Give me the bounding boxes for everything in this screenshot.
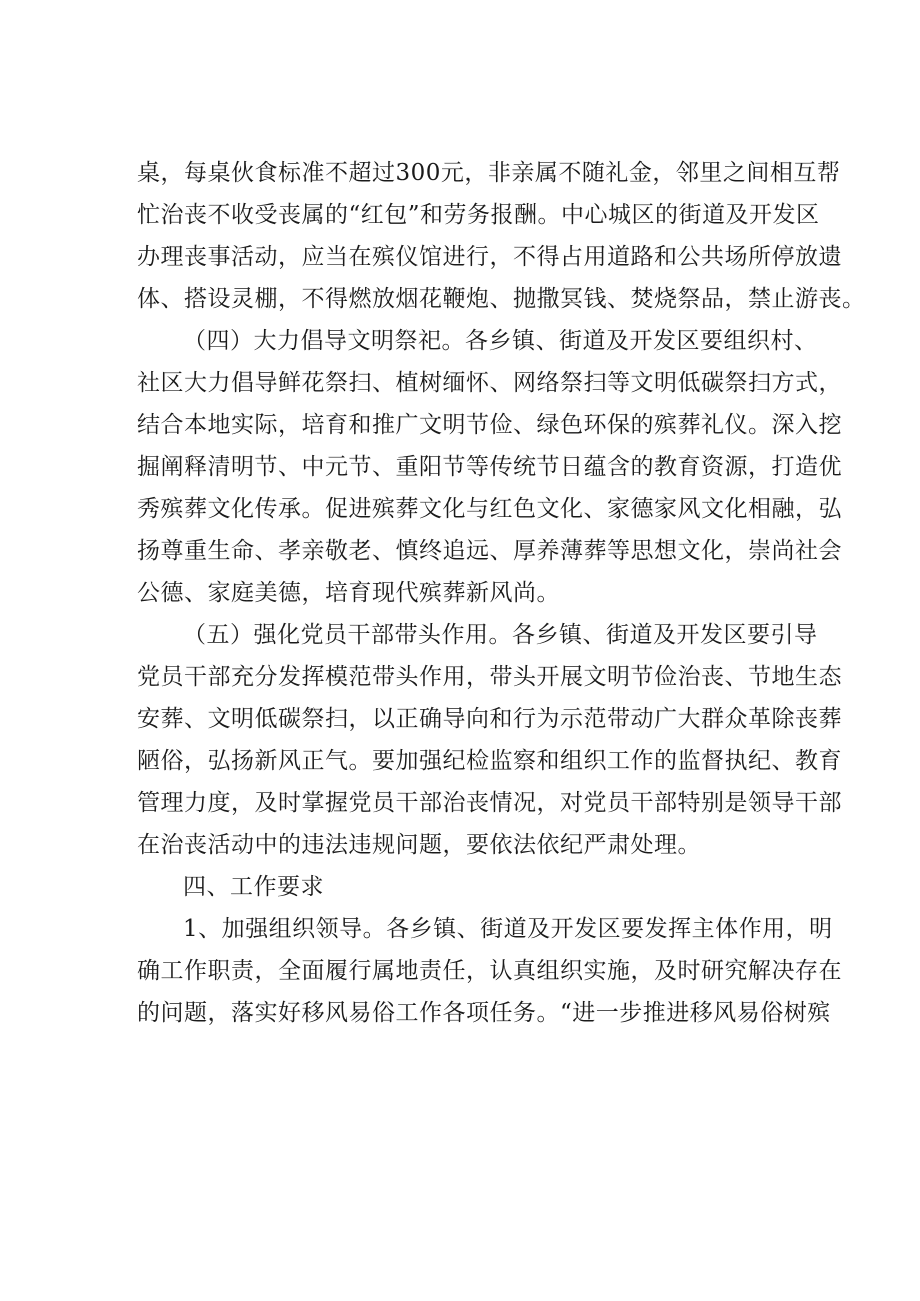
text-line: 忙治丧不收受丧属的“红包”和劳务报酬。中心城区的街道及开发区 — [137, 202, 820, 228]
text-line: 桌，每桌伙食标准不超过300元，非亲属不随礼金，邻里之间相互帮 — [137, 160, 841, 186]
text-line: 结合本地实际，培育和推广文明节俭、绿色环保的殡葬礼仪。深入挖 — [137, 412, 842, 438]
text-line: 管理力度，及时掌握党员干部治丧情况，对党员干部特别是领导干部 — [137, 790, 842, 816]
document-body — [137, 152, 866, 1034]
text-line: 办理丧事活动，应当在殡仪馆进行，不得占用道路和公共场所停放遗 — [137, 244, 842, 270]
text-line: 党员干部充分发挥模范带头作用，带头开展文明节俭治丧、节地生态 — [137, 664, 842, 690]
text-line: 在治丧活动中的违法违规问题，要依法依纪严肃处理。 — [137, 832, 701, 858]
text-line: 确工作职责，全面履行属地责任，认真组织实施，及时研究解决存在 — [137, 958, 842, 984]
text-line: 掘阐释清明节、中元节、重阳节等传统节日蕴含的教育资源，打造优 — [137, 454, 842, 480]
text-line: 扬尊重生命、孝亲敬老、慎终追远、厚养薄葬等思想文化，崇尚社会 — [137, 538, 842, 564]
text-line: 体、搭设灵棚，不得燃放烟花鞭炮、抛撒冥钱、焚烧祭品，禁止游丧。 — [137, 286, 866, 312]
section-heading-line: 1、加强组织领导。各乡镇、街道及开发区要发挥主体作用，明 — [183, 916, 833, 942]
text-line: 秀殡葬文化传承。促进殡葬文化与红色文化、家德家风文化相融，弘 — [137, 496, 842, 522]
section-heading-line: （四）大力倡导文明祭祀。各乡镇、街道及开发区要组织村、 — [183, 328, 818, 354]
text-line: 公德、家庭美德，培育现代殡葬新风尚。 — [137, 580, 560, 606]
section-heading-line: （五）强化党员干部带头作用。各乡镇、街道及开发区要引导 — [183, 622, 818, 648]
chapter-heading: 四、工作要求 — [183, 874, 324, 900]
text-line: 安葬、文明低碳祭扫，以正确导向和行为示范带动广大群众革除丧葬 — [137, 706, 842, 732]
text-line: 的问题，落实好移风易俗工作各项任务。“进一步推进移风易俗树殡 — [137, 1000, 831, 1026]
text-line: 社区大力倡导鲜花祭扫、植树缅怀、网络祭扫等文明低碳祭扫方式， — [137, 370, 842, 396]
text-line: 陋俗，弘扬新风正气。要加强纪检监察和组织工作的监督执纪、教育 — [137, 748, 842, 774]
